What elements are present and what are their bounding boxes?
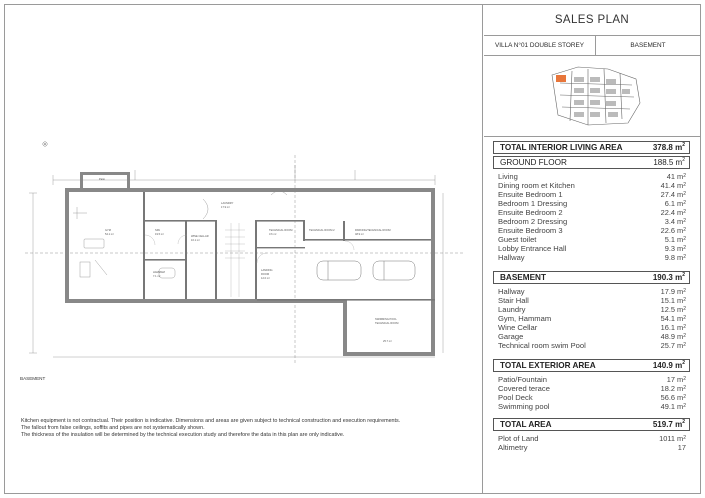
exterior-list [493,372,690,412]
list-item: Living 41 $m^2$ [498,172,686,181]
room-gym-label: GYM [105,229,111,232]
basement-list [493,284,690,351]
ground-floor-block [493,156,690,263]
total-area-header: TOTAL AREA 519.7 $m^2$ [493,418,690,431]
area-table-panel [484,5,700,493]
list-item: Technical room swim Pool 25.7 $m^2$ [498,340,686,350]
room-wine-area: 16.1 m² [191,239,200,242]
sales-plan-sheet [4,4,701,494]
list-item: Ensuite Bedroom 3 22.6 $m^2$ [498,225,686,235]
villa-name: VILLA N°01 DOUBLE STOREY [484,36,596,55]
room-landing-label: LANDING [261,269,273,272]
total-area-list [493,431,690,453]
room-laundry-label: LAUNDRY [221,202,234,205]
list-item: Altimetry 17 [498,442,686,452]
list-item: Ensuite Bedroom 1 27.4 $m^2$ [498,189,686,199]
total-interior-header: TOTAL INTERIOR LIVING AREA 378.8 $m^2$ [493,141,690,154]
list-item: Covered terace 18.2 $m^2$ [498,383,686,393]
basement-header: BASEMENT 190.3 $m^2$ [493,271,690,284]
list-item: Laundry 12.5 $m^2$ [498,304,686,314]
room-hammam-label: HAMMAM [153,271,165,274]
list-item: Dining room et Kitchen 41.4 $m^2$ [498,180,686,190]
title-subrow [484,36,700,56]
note-line: The fallout from false ceilings, soffits and pipes are not systematically shown. [21,425,205,432]
room-tech1-area: 3.6 m² [269,233,277,236]
note-line: The thickness of the insulation will be determined by the technical execution study and therefore the data in this plan are only indicative. [21,432,345,439]
list-item: Bedroom 1 Dressing 6.1 $m^2$ [498,198,686,208]
list-item: Ensuite Bedroom 2 22.4 $m^2$ [498,207,686,217]
floor-plan-panel [5,5,483,493]
total-interior-label: TOTAL INTERIOR LIVING AREA [500,143,623,152]
room-pool-tech-area: 25.7 m² [383,340,392,343]
basement-floor-plan [25,135,465,365]
ground-floor-list [493,169,690,263]
list-item: Guest toilet 5.1 $m^2$ [498,234,686,244]
exterior-value: 140.9 m [652,361,683,370]
list-item: Hallway 17.9 $m^2$ [498,287,686,296]
room-tech1-label: TECHNICAL ROOM [269,229,293,232]
total-interior-block [493,141,690,154]
room-garage-area: 48.9 m² [355,233,364,236]
list-item: Plot of Land 1011 $m^2$ [498,434,686,443]
exterior-header: TOTAL EXTERIOR AREA 140.9 $m^2$ [493,359,690,372]
list-item: Hallway 9.8 $m^2$ [498,252,686,262]
basement-block [493,271,690,351]
level-name: BASEMENT [630,42,666,49]
room-landing-area: 12.0 m² [261,277,270,280]
basement-label: BASEMENT [500,273,546,282]
room-laundry-area: 17.9 m² [221,206,230,209]
total-area-block [493,418,690,453]
plan-caption: BASEMENT [20,376,46,381]
room-gym-area: 54.1 m² [105,233,114,236]
room-spa-area: 19.5 m² [155,233,164,236]
list-item: Stair Hall 15.1 $m^2$ [498,295,686,305]
list-item: Pool Deck 56.6 $m^2$ [498,392,686,402]
sheet-title: SALES PLAN [484,5,700,36]
list-item: Lobby Entrance Hall 9.3 $m^2$ [498,243,686,253]
ground-floor-label: GROUND FLOOR [500,158,567,167]
room-hammam-area: 7.1 m² [153,275,161,278]
ground-floor-value: 188.5 m [653,158,683,167]
room-patio-label: Patio [99,178,105,181]
room-garage-label: PARKING/TECHNICAL ROOM [355,229,391,232]
list-item: Bedroom 2 Dressing 3.4 $m^2$ [498,216,686,226]
room-pool-tech-label: SWIMMING POOL [375,318,397,321]
total-interior-value: 378.8 m [652,143,683,152]
room-spa-label: SPA [155,229,160,232]
total-area-label: TOTAL AREA [500,420,552,429]
exterior-label: TOTAL EXTERIOR AREA [500,361,596,370]
disclaimer-note [21,418,476,439]
list-item: Swimming pool 49.1 $m^2$ [498,401,686,411]
room-wine-label: WINE CELLAR [191,235,209,238]
room-landing-sub: ROOM [261,273,270,276]
note-line: Kitchen equipment is not contractual. Their position is indicative. Dimensions and areas are given subject to technical construction and execution requirements. [21,418,401,424]
list-item: Garage 48.9 $m^2$ [498,331,686,341]
site-key-map [548,63,644,129]
room-pool-tech-sub: TECHNICAL ROOM [375,322,399,325]
list-item: Patio/Fountain 17 $m^2$ [498,375,686,384]
ground-floor-header: GROUND FLOOR 188.5 $m^2$ [493,156,690,169]
basement-value: 190.3 m [652,273,683,282]
exterior-block [493,359,690,412]
list-item: Gym, Hammam 54.1 $m^2$ [498,313,686,323]
villa-location-marker [556,75,566,82]
total-area-value: 519.7 m [652,420,683,429]
list-item: Wine Cellar 16.1 $m^2$ [498,322,686,332]
room-tech2-label: TECHNICAL ROOM 2 [309,229,335,232]
